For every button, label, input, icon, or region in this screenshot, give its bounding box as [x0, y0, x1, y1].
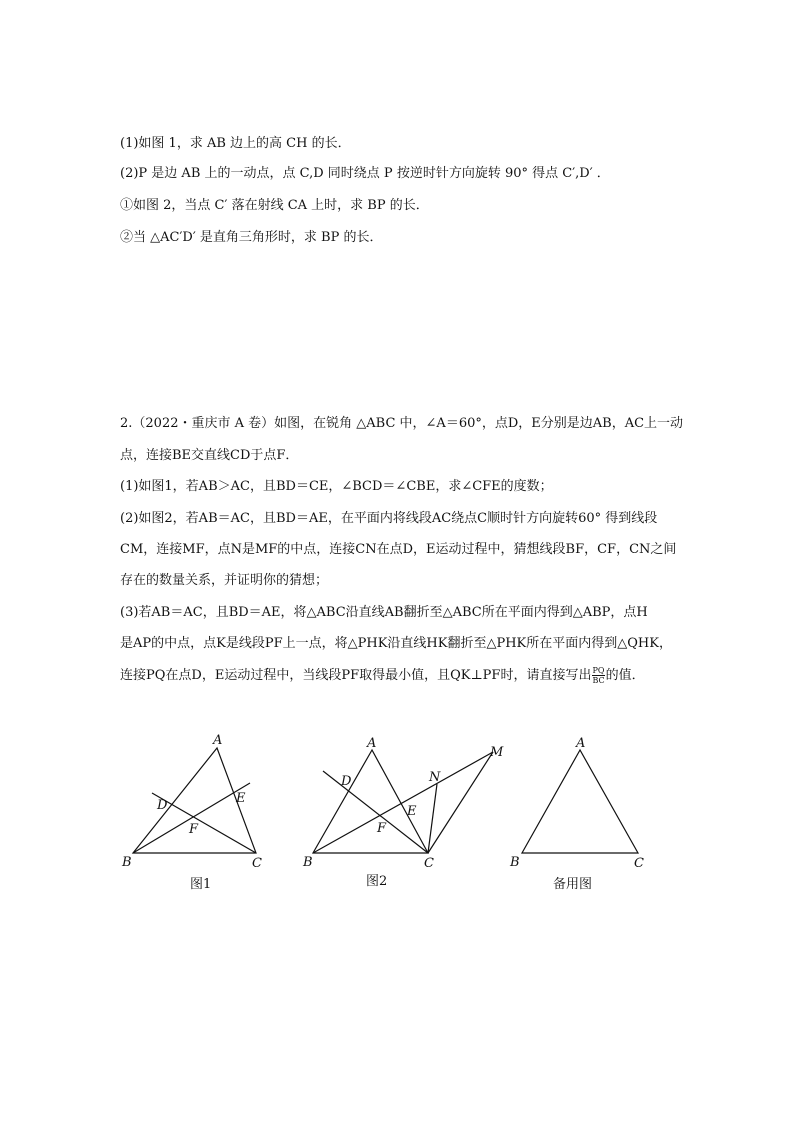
fig2-label-m: M: [490, 745, 504, 760]
fig1-line-be: [133, 783, 250, 853]
q2-stem-line-1: 2.（2022・重庆市 A 卷）如图，在锐角 △ABC 中，∠A＝60°，点D，E分别是边AB，AC上一动: [120, 416, 684, 431]
fig3-label-a: A: [576, 736, 586, 751]
fig1-label-c: C: [252, 856, 262, 871]
fraction-numerator: PQ: [592, 666, 605, 675]
fig2-caption: 图2: [366, 874, 388, 889]
q1-part-2: (2)P 是边 AB 上的一动点，点 C,D 同时绕点 P 按逆时针方向旋转 90° 得点 C′,D′ ．: [120, 166, 610, 181]
fig1-label-d: D: [157, 798, 168, 813]
fig2-label-e: E: [407, 804, 417, 819]
q1-part-2-sub-1: ①如图 2，当点 C′ 落在射线 CA 上时，求 BP 的长．: [120, 198, 429, 213]
q1-part-2-sub-2: ②当 △AC′D′ 是直角三角形时，求 BP 的长．: [120, 230, 383, 245]
fig2-line-cn: [428, 784, 437, 853]
fig3-label-c: C: [634, 856, 644, 871]
fig1-label-b: B: [122, 855, 132, 870]
q2-part-3-line-2: 是AP的中点，点K是线段PF上一点，将△PHK沿直线HK翻折至△PHK所在平面内得到△QHK，: [120, 636, 672, 651]
q2-part-2-line-3: 存在的数量关系，并证明你的猜想；: [120, 573, 329, 588]
figure-2: [313, 750, 493, 853]
q2-part-3-text-end: 的值．: [605, 668, 645, 683]
fig2-label-a: A: [367, 736, 377, 751]
q2-part-2-line-2: CM，连接MF，点N是MF的中点，连接CN在点D，E运动过程中，猜想线段BF，CF，CN之间: [120, 542, 677, 557]
fig2-triangle-abc: [313, 750, 428, 853]
q2-part-3-line-1: (3)若AB＝AC，且BD＝AE，将△ABC沿直线AB翻折至△ABC所在平面内得到△ABP，点H: [120, 605, 648, 620]
fig1-label-e: E: [236, 791, 246, 806]
q1-part-1: (1)如图 1，求 AB 边上的高 CH 的长．: [120, 136, 351, 151]
q2-stem-line-2: 点，连接BE交直线CD于点F．: [120, 448, 299, 463]
fig1-label-f: F: [189, 822, 199, 837]
fig2-line-bm: [313, 752, 493, 853]
fig3-triangle-abc: [522, 750, 638, 853]
fig2-label-d: D: [341, 774, 352, 789]
fig3-caption: 备用图: [553, 877, 593, 892]
fig1-caption: 图1: [190, 877, 212, 892]
q2-part-3-text: 连接PQ在点D，E运动过程中，当线段PF取得最小值，且QK⊥PF时，请直接写出: [120, 668, 592, 683]
fig3-label-b: B: [510, 855, 520, 870]
fig2-label-f: F: [377, 821, 387, 836]
fig2-label-n: N: [429, 770, 441, 785]
figure-3: [522, 750, 638, 853]
fig2-line-cm: [428, 752, 493, 853]
q2-part-1: (1)如图1，若AB＞AC，且BD＝CE，∠BCD＝∠CBE，求∠CFE的度数；: [120, 479, 553, 494]
fig2-label-c: C: [424, 856, 434, 871]
fig2-label-b: B: [303, 855, 313, 870]
fraction-denominator: BC: [592, 676, 605, 685]
fig1-label-a: A: [213, 733, 223, 748]
q2-part-2-line-1: (2)如图2，若AB＝AC，且BD＝AE，在平面内将线段AC绕点C顺时针方向旋转60° 得到线段: [120, 511, 658, 526]
